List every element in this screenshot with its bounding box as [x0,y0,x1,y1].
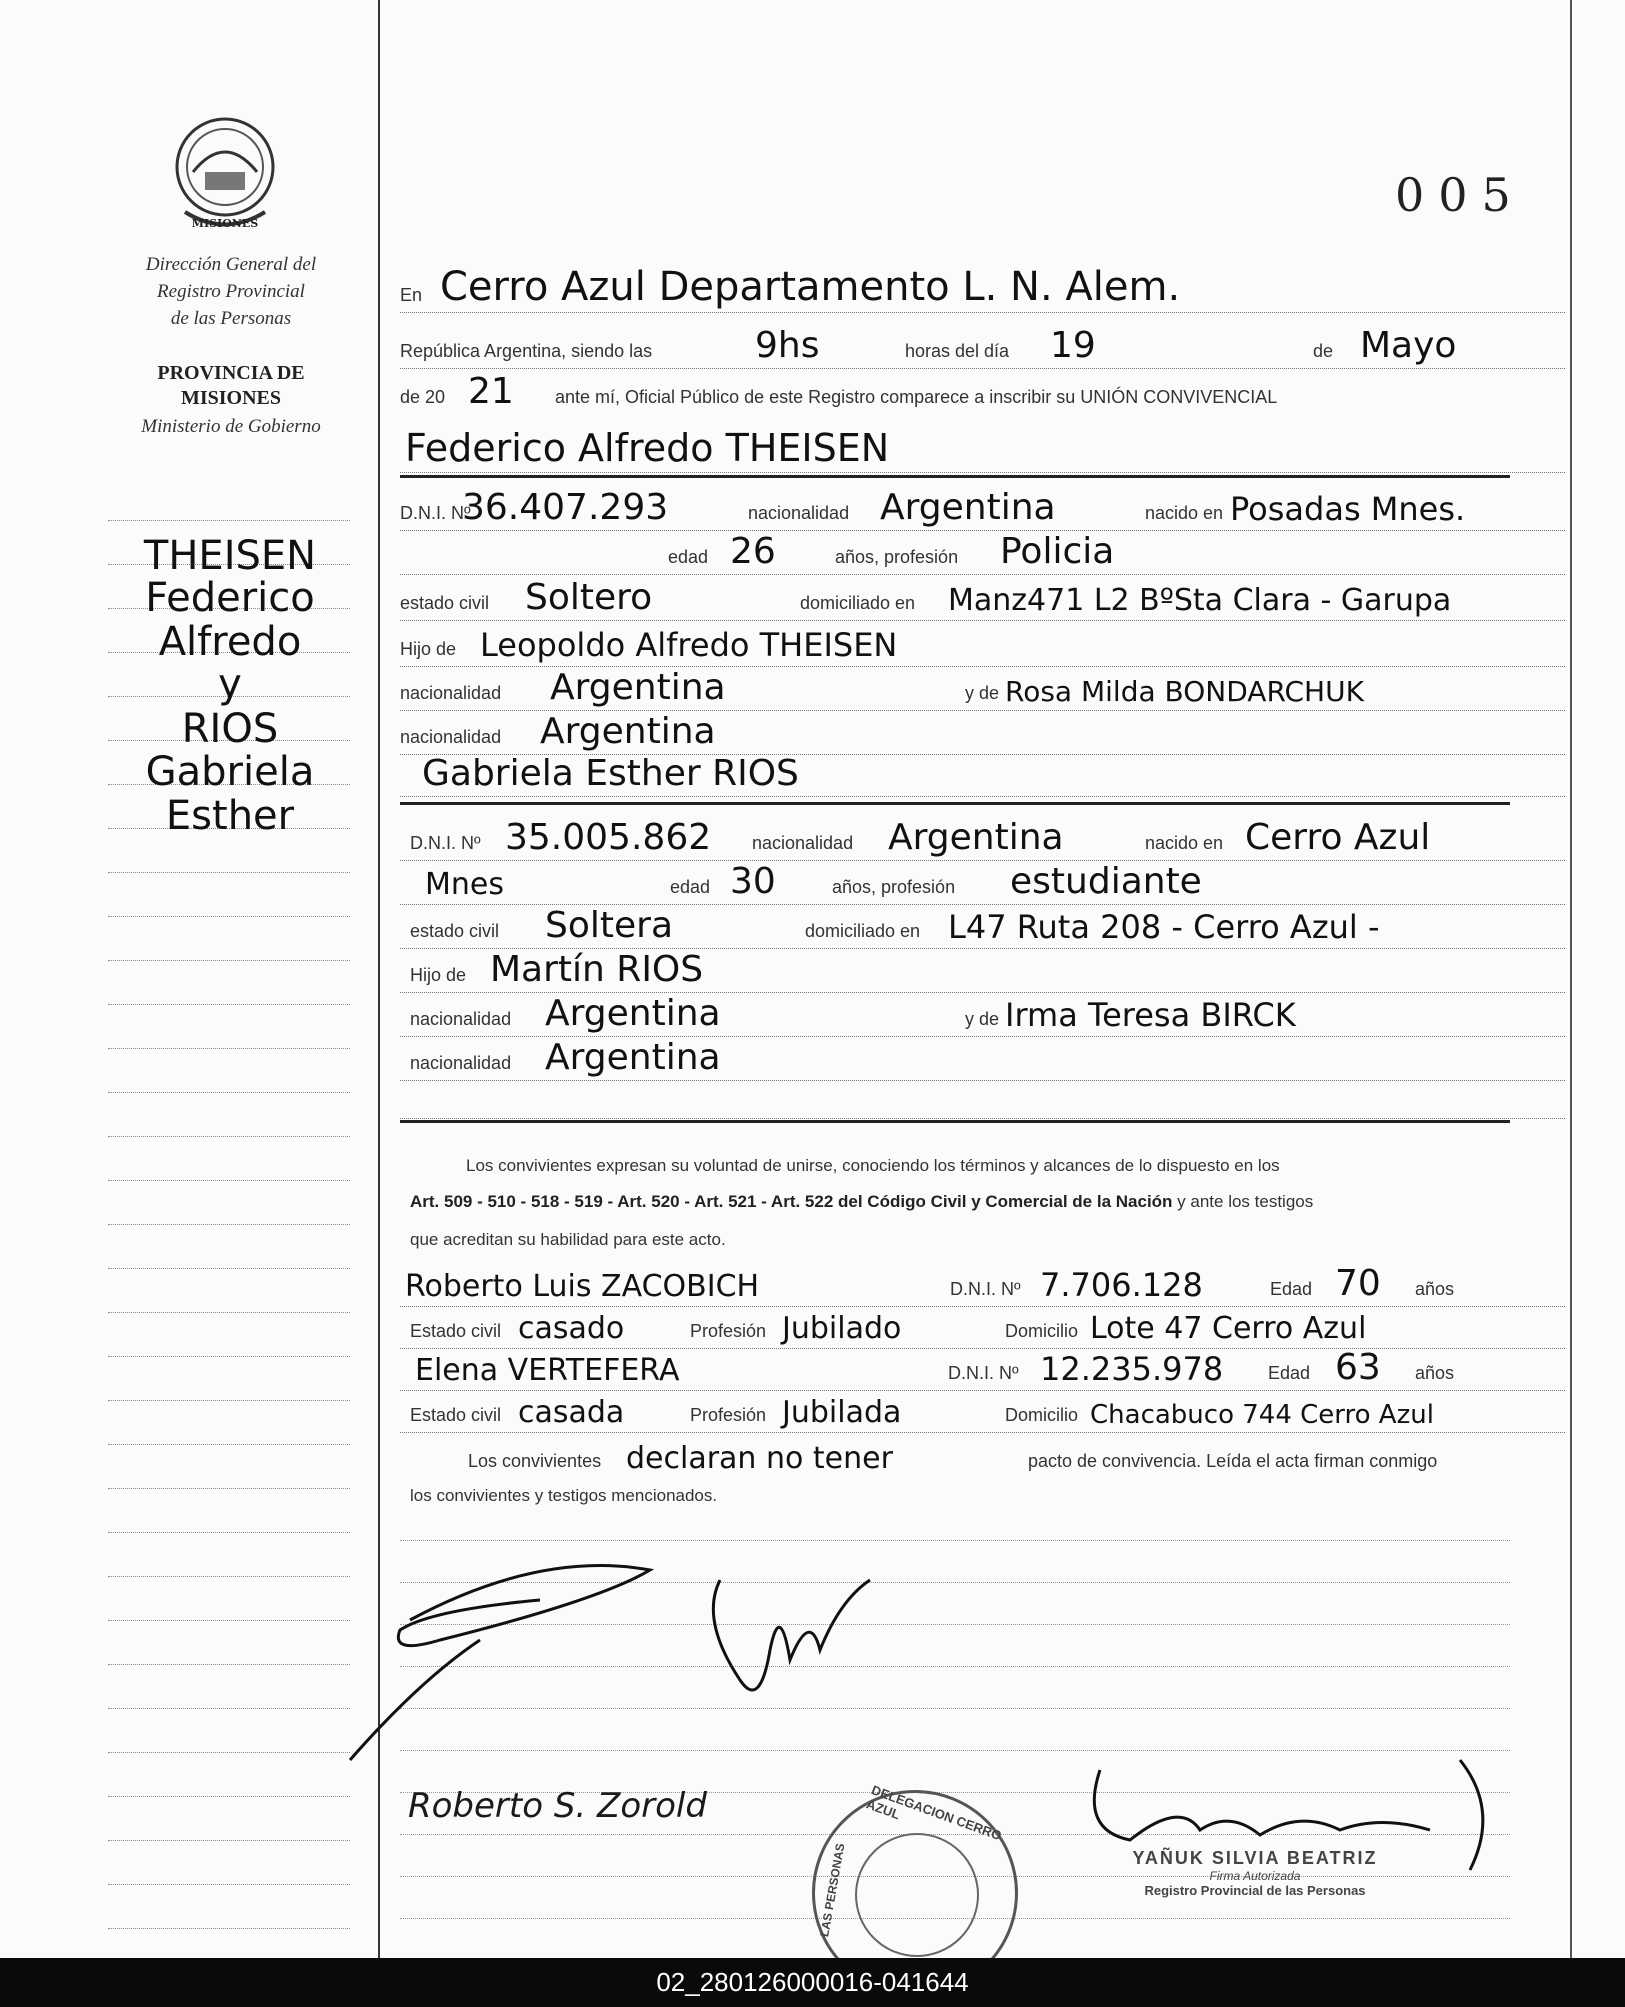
p1-profession: Policia [1000,531,1115,572]
p1-civil-row [400,576,1565,621]
decl-line-3: que acreditan su habilidad para este acto. [410,1230,726,1249]
w1-dom-label: Domicilio [1005,1321,1079,1341]
p2-mother-nat: Argentina [545,1037,721,1078]
closing-row [400,1434,1565,1478]
w1-name: Roberto Luis ZACOBICH [405,1269,760,1304]
p1-dni-label: D.N.I. Nº [400,503,471,523]
p1-dni-row [400,486,1565,531]
p1-nationality: Argentina [880,487,1056,528]
margin-ruling [108,520,350,521]
margin-ruling [108,872,350,873]
org-line-3: de las Personas [170,308,292,329]
p2-profession: estudiante [1010,861,1202,902]
w1-row-2 [400,1304,1565,1349]
closing-declaration: declaran no tener [626,1441,893,1476]
p2-father: Martín RIOS [490,949,704,990]
w2-anos-label: años [1415,1363,1455,1383]
w2-dni: 12.235.978 [1040,1350,1224,1388]
margin-ruling [108,1664,350,1665]
margin-ruling [108,1708,350,1709]
p1-father-nat: Argentina [550,667,726,708]
stamp-text-side: LAS PERSONAS [817,1842,848,1938]
p2-hijo-label: Hijo de [410,965,467,985]
blank-row [400,1074,1565,1119]
p1-nac-label: nacionalidad [748,503,850,523]
p2-civil-status: Soltera [545,905,674,946]
w1-civil: casado [518,1311,625,1346]
p1-father-nat-label: nacionalidad [400,683,502,703]
w2-civil: casada [518,1395,625,1430]
p1-dni: 36.407.293 [462,487,669,528]
p2-birthplace: Cerro Azul [1245,817,1431,858]
place-value: Cerro Azul Departamento L. N. Alem. [440,264,1181,310]
decl-articles: Art. 509 - 510 - 518 - 519 - Art. 520 - Art. 521 - Art. 522 del Código Civil y Comercial de la Nación [410,1192,1173,1211]
p2-address: L47 Ruta 208 - Cerro Azul - [948,908,1380,946]
w2-address: Chacabuco 744 Cerro Azul [1090,1400,1434,1430]
row-datetime [400,324,1565,369]
margin-ruling [108,1620,350,1621]
p2-civil-row [400,904,1565,949]
official-name: YAÑUK SILVIA BEATRIZ [1132,1848,1378,1868]
margin-ruling [108,1004,350,1005]
p2-father-nat: Argentina [545,993,721,1034]
margin-surname-1: THEISEN [143,533,317,579]
margin-given-2b: Esther [165,793,295,839]
ante-label: ante mí, Oficial Público de este Registro comparece a inscribir su UNIÓN CONVIVENCIAL [555,387,1278,407]
p1-birthplace: Posadas Mnes. [1230,490,1466,528]
margin-ruling [108,1312,350,1313]
w1-edad-label: Edad [1270,1279,1313,1299]
p1-dom-label: domiciliado en [800,593,916,613]
horas-label: horas del día [905,341,1010,361]
witness-signature: Roberto S. Zorold [408,1786,707,1826]
margin-ruling [108,960,350,961]
p1-mother: Rosa Milda BONDARCHUK [1005,675,1364,708]
p1-born-label: nacido en [1145,503,1224,523]
closing-label-1: Los convivientes [468,1451,602,1471]
section-divider [400,475,1510,478]
margin-ruling [108,1356,350,1357]
p2-father-nat-label: nacionalidad [410,1009,512,1029]
decl-line-2-rest: y ante los testigos [1177,1192,1314,1211]
row-year [400,370,1565,414]
p2-age: 30 [730,861,776,902]
w2-dni-label: D.N.I. Nº [948,1363,1019,1383]
province-line-1: PROVINCIA DE [157,362,305,384]
de-label: de [1313,341,1334,361]
file-id-footer: 02_280126000016-041644 [0,1958,1625,2007]
w1-address: Lote 47 Cerro Azul [1090,1311,1367,1346]
p1-mother-row [400,666,1565,711]
w1-prof-label: Profesión [690,1321,767,1341]
p1-age: 26 [730,531,776,572]
w1-age: 70 [1335,1263,1381,1304]
p2-dom-label: domiciliado en [805,921,921,941]
w1-anos-label: años [1415,1279,1455,1299]
month-value: Mayo [1360,325,1457,366]
margin-ruling [108,1532,350,1533]
p1-civil-status: Soltero [525,577,653,618]
p1-mother-nat-row [400,710,1565,755]
p2-mother-nat-label: nacionalidad [410,1053,512,1073]
margin-conjunction: y [218,661,242,707]
p1-address: Manz471 L2 BºSta Clara - Garupa [948,583,1452,618]
p2-estado-label: estado civil [410,921,500,941]
p1-estado-label: estado civil [400,593,490,613]
w1-dni: 7.706.128 [1040,1266,1203,1304]
decl-line-1: Los convivientes expresan su voluntad de unirse, conociendo los términos y alcances de lo dispuesto en los [466,1156,1280,1175]
section-divider [400,802,1510,805]
org-line-1: Dirección General del [145,254,317,275]
margin-surname-2: RIOS [181,706,279,752]
w1-dni-label: D.N.I. Nº [950,1279,1021,1299]
p2-birthplace-2: Mnes [425,867,504,902]
p2-name-row [400,752,1565,797]
margin-ruling [108,1576,350,1577]
margin-given-2a: Gabriela [145,749,315,795]
de20-label: de 20 [400,387,446,407]
p1-edad-label: edad [668,547,709,567]
org-line-2: Registro Provincial [157,281,305,302]
right-border [1570,0,1572,1958]
w2-edad-label: Edad [1268,1363,1311,1383]
margin-given-1a: Federico [145,575,315,621]
svg-text:MISIONES: MISIONES [191,217,259,230]
p1-mother-nat-label: nacionalidad [400,727,502,747]
p1-anos-label: años, profesión [835,547,959,567]
w2-prof-label: Profesión [690,1405,767,1425]
p2-mother-row [400,992,1565,1037]
p1-yde-label: y de [965,683,1000,703]
p1-mother-nat: Argentina [540,711,716,752]
p1-name-row [400,428,1565,473]
margin-ruling [108,1400,350,1401]
p1-father-row [400,622,1565,667]
margin-ruling [108,1048,350,1049]
margin-ruling [108,1268,350,1269]
section-divider [400,1120,1510,1123]
margin-ruling [108,1840,350,1841]
margin-ruling [108,1092,350,1093]
w1-profession: Jubilado [782,1311,902,1346]
year-value: 21 [468,371,514,412]
w2-age: 63 [1335,1347,1381,1388]
w2-estado-label: Estado civil [410,1405,502,1425]
p1-age-row [400,530,1565,575]
w2-row-1 [400,1346,1565,1391]
margin-ruling [108,1928,350,1929]
p2-nac-label: nacionalidad [752,833,854,853]
decl-line-2 [410,1192,1510,1212]
republica-label: República Argentina, siendo las [400,341,653,361]
margin-ruling [108,1884,350,1885]
official-title: Firma Autorizada [1209,1869,1301,1883]
ministry: Ministerio de Gobierno [141,416,321,437]
hour-value: 9hs [755,325,820,366]
w2-dom-label: Domicilio [1005,1405,1079,1425]
official-org: Registro Provincial de las Personas [1144,1883,1366,1898]
p2-father-row [400,948,1565,993]
stamp-text-top: DELEGACION CERRO AZUL [864,1782,1004,1844]
margin-ruling [108,916,350,917]
margin-ruling [108,1488,350,1489]
row-place [400,264,1565,313]
margin-ruling [108,1796,350,1797]
w1-estado-label: Estado civil [410,1321,502,1341]
stamp-inner-ring [855,1833,979,1957]
p2-full-name: Gabriela Esther RIOS [422,753,799,794]
p1-father: Leopoldo Alfredo THEISEN [480,626,898,664]
closing-line-2: los convivientes y testigos mencionados. [410,1486,718,1505]
closing-label-2: pacto de convivencia. Leída el acta firman conmigo [1028,1451,1438,1471]
p2-age-row [400,860,1565,905]
day-value: 19 [1050,325,1096,366]
province-line-2: MISIONES [180,387,282,409]
signature-1 [340,1530,700,1770]
p2-dni: 35.005.862 [505,817,712,858]
margin-ruling [108,1224,350,1225]
p2-mother: Irma Teresa BIRCK [1005,996,1296,1034]
margin-given-1b: Alfredo [158,619,302,665]
p1-full-name: Federico Alfredo THEISEN [405,426,890,470]
margin-ruling [108,1136,350,1137]
p2-nationality: Argentina [888,817,1064,858]
w2-name: Elena VERTEFERA [415,1353,680,1388]
p2-anos-label: años, profesión [832,877,956,897]
w1-row-1 [400,1262,1565,1307]
margin-ruling [108,1444,350,1445]
p2-dni-row [400,816,1565,861]
signature-2 [700,1540,900,1720]
w2-profession: Jubilada [782,1395,902,1430]
p2-born-label: nacido en [1145,833,1224,853]
p2-edad-label: edad [670,877,711,897]
p1-hijo-label: Hijo de [400,639,457,659]
provincial-crest-icon [165,112,285,242]
margin-ruling [108,1180,350,1181]
p2-yde-label: y de [965,1009,1000,1029]
w2-row-2 [400,1388,1565,1433]
p2-dni-label: D.N.I. Nº [410,833,481,853]
margin-ruling [108,1752,350,1753]
page-number: 005 [1395,168,1525,222]
en-label: En [400,285,423,305]
official-block [1095,1848,1415,1898]
